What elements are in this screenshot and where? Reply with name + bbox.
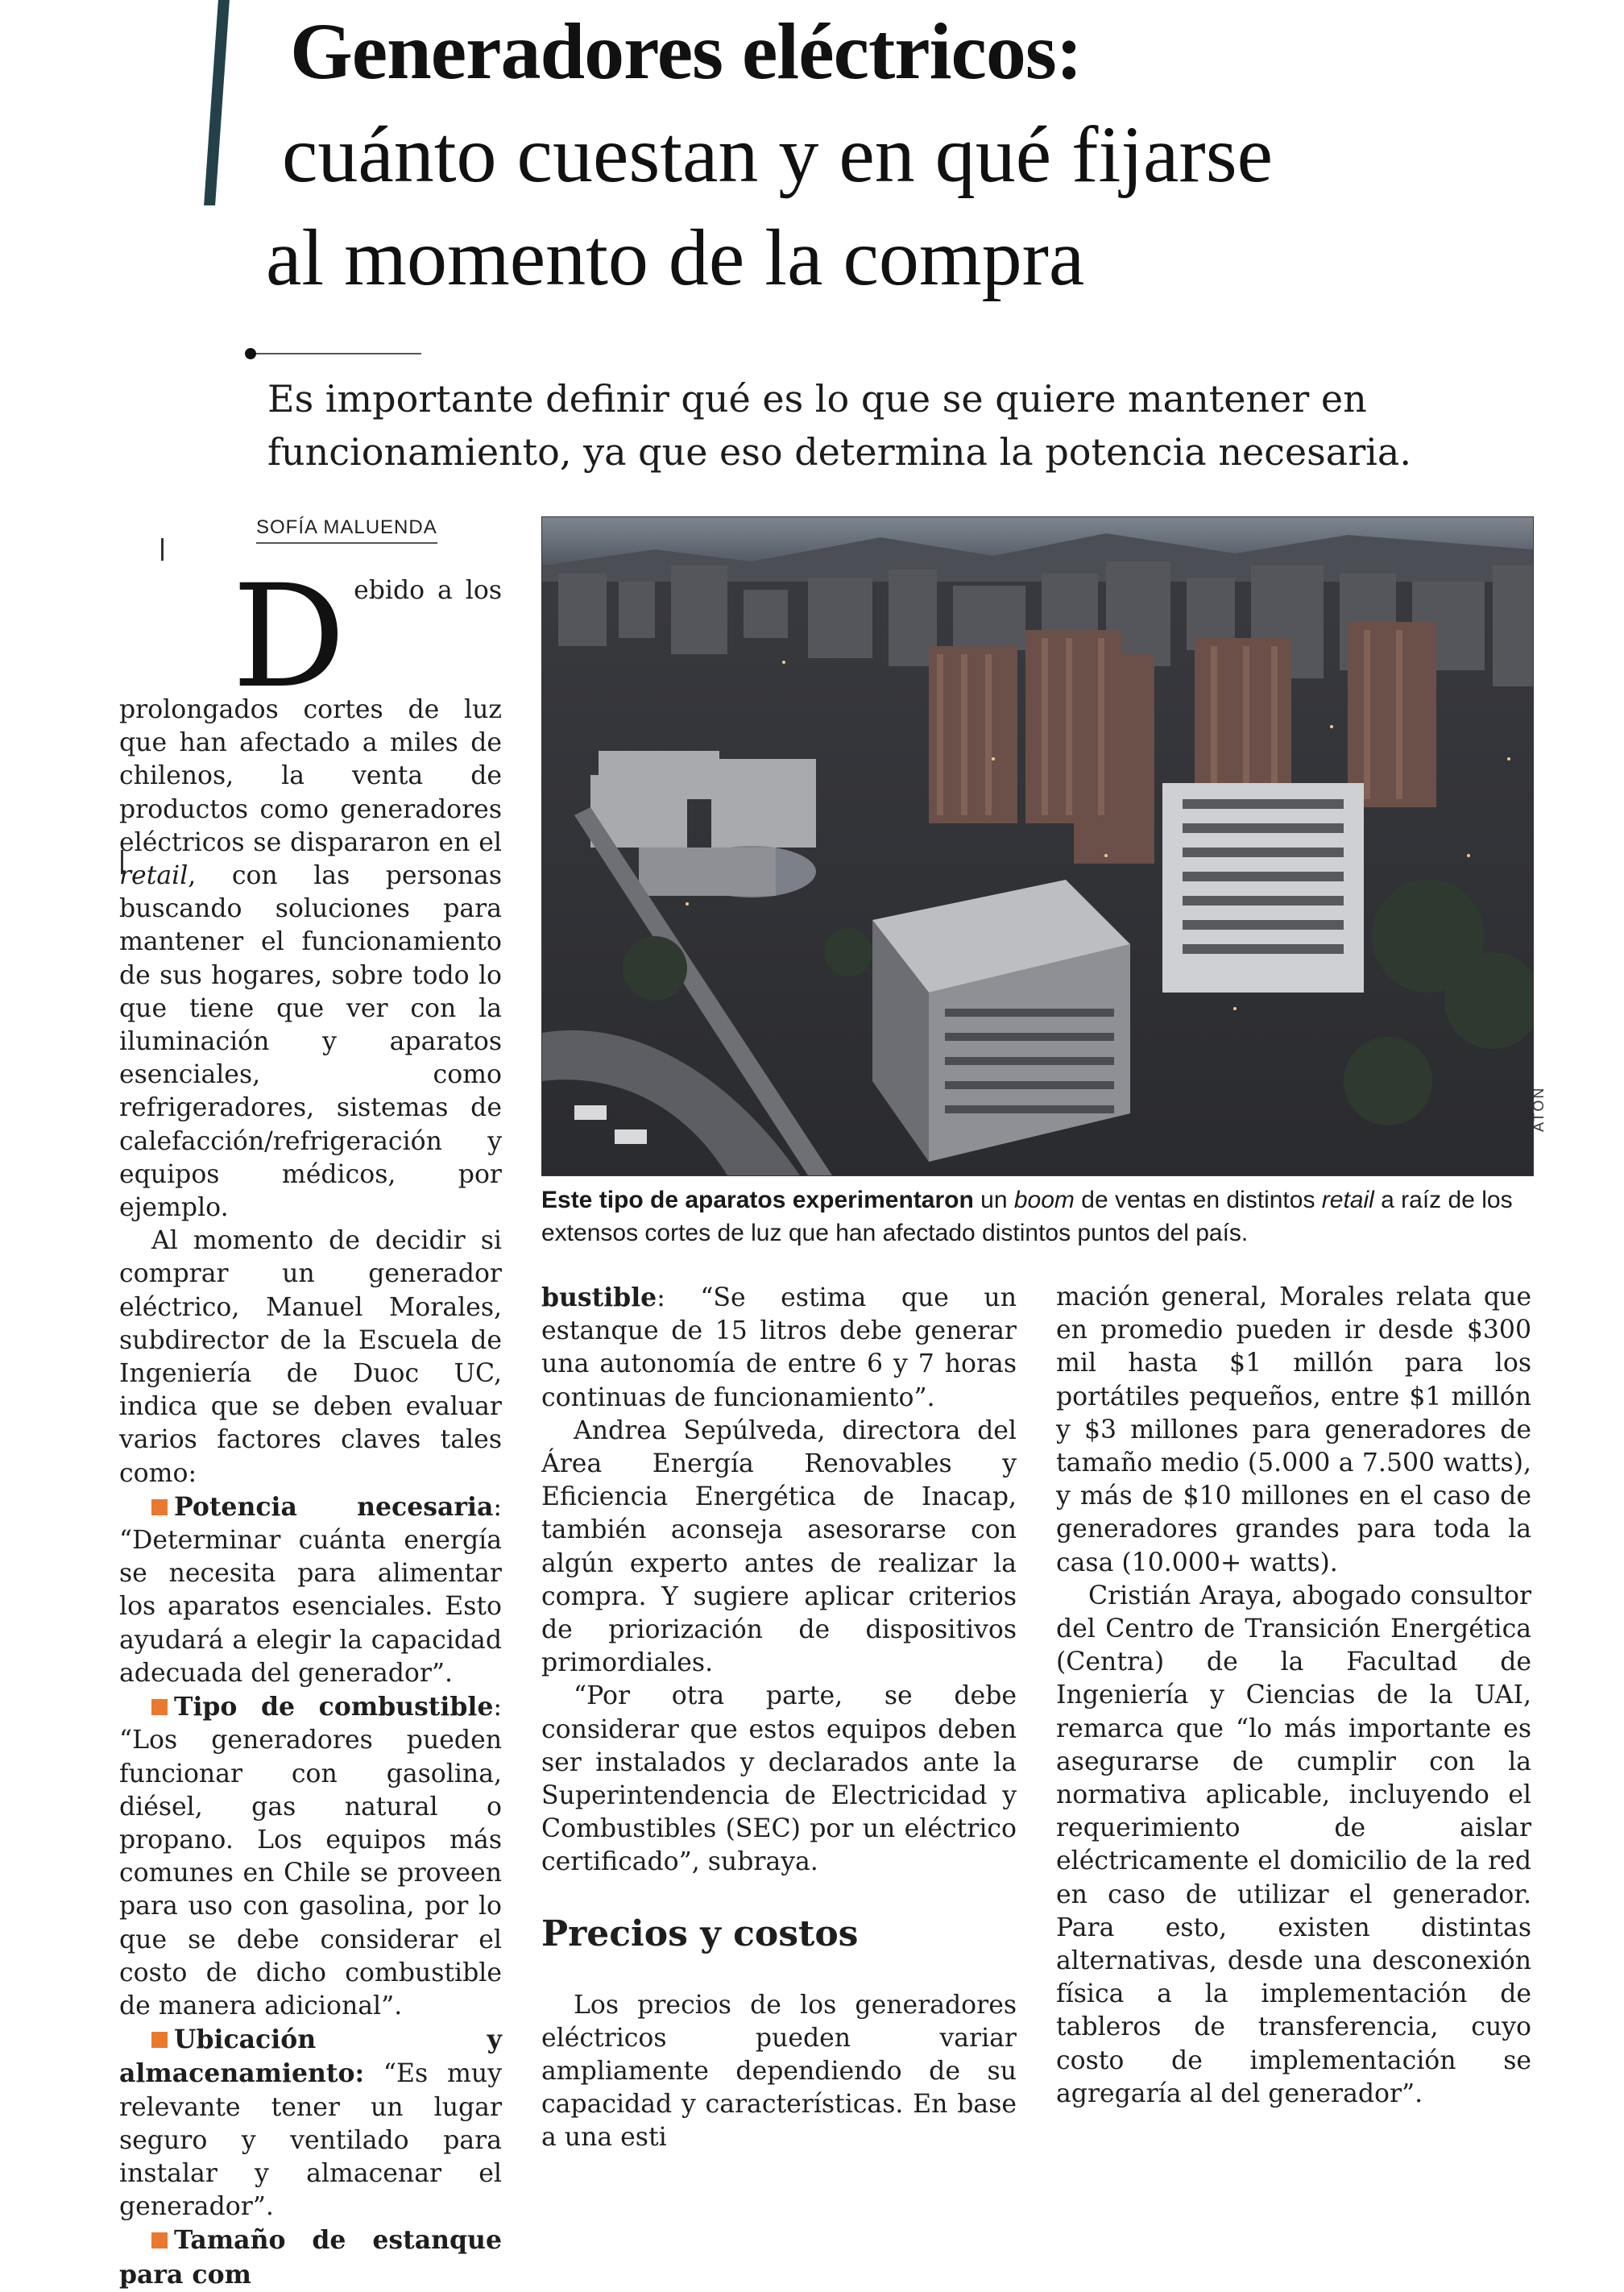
headline-line-1: Generadores eléctricos: [290, 6, 1083, 96]
paragraph: Los precios de los generadores eléctricos pueden variar ampliamente dependiendo de su capacidad y características. En base a una esti [541, 1990, 1017, 2153]
city-aerial-photo [541, 516, 1534, 1176]
factor-item [119, 2224, 502, 2291]
factor-text: : “Se estima que un estanque de 15 litros debe generar una autonomía de entre 6 y 7 horas continuas de funcionamiento”. [541, 1283, 1017, 1412]
factor-label: Potencia necesaria [174, 1491, 494, 1522]
factor-item [119, 2023, 502, 2224]
headline-accent-bar [204, 0, 230, 205]
byline: SOFÍA MALUENDA [256, 516, 437, 544]
subhead-bullet-icon [245, 348, 256, 359]
paragraph: Cristián Araya, abogado consultor del Centro de Transición Energética (Centra) de la Facultad de Ingeniería y Ciencias de la UAI, remarca que “lo más importante es asegurarse de cumplir con la normativa aplicable, incluyendo el requerimiento de aislar eléctricamente el domicilio de la red en caso de utilizar el generador. Para esto, existen distintas alternativas, desde una desconexión física a la implementación de tableros de transferencia, cuyo costo de implementación se agregaría al del generador”. [1056, 1581, 1531, 2108]
subhead-rule [248, 353, 421, 354]
paragraph: mación general, Morales relata que en promedio pueden ir desde $300 mil hasta $1 millón para los portátiles pequeños, entre $1 millón y $3 millones para generadores de tamaño medio (5.000 a 7.500 watts), y más de $10 millones en el caso de generadores grandes para toda la casa (10.000+ watts). [1056, 1283, 1531, 1577]
orange-square-bullet-icon [151, 2232, 168, 2248]
article-column-1 [119, 554, 502, 2292]
factor-label: Tamaño de estanque para com [119, 2225, 502, 2290]
factor-text: : “Los generadores pueden funcionar con gasolina, diésel, gas natural o propano. Los equipos más comunes en Chile se proveen para uso con gasolina, por lo que se debe considerar el costo de dicho combustible de manera adicional”. [119, 1693, 502, 2021]
caption-emphasis: retail [1321, 1187, 1374, 1213]
factor-item [119, 1490, 502, 1690]
factor-label: Ubicación y almacenamiento: [119, 2025, 502, 2089]
factor-label-continued: bustible [541, 1283, 657, 1312]
caption-text: un [973, 1187, 1014, 1213]
drop-cap: D [232, 554, 346, 719]
subheadline: Es importante definir qué es lo que se quiere mantener en funcionamiento, ya que eso determina la potencia necesaria. [267, 377, 1411, 474]
article-column-3 [1056, 1281, 1531, 2111]
factor-item [119, 1690, 502, 2023]
intro-paragraph-1-end: , con las personas buscando soluciones para mantener el funcionamiento de sus hogares, sobre todo lo que tiene que ver con la iluminación y aparatos esenciales, como refrigeradores, sistemas de calefacción/refrigeración y equipos médicos, por ejemplo. [119, 861, 502, 1223]
orange-square-bullet-icon [151, 1499, 168, 1515]
caption-text: a raíz de los extensos cortes de luz que han afectado distintos puntos del país. [541, 1187, 1513, 1246]
caption-lead: Este tipo de aparatos experimentaron [541, 1187, 974, 1213]
city-aerial-illustration [542, 517, 1533, 1175]
orange-square-bullet-icon [151, 2032, 168, 2048]
headline-line-2: cuánto cuestan y en qué fijarse [282, 110, 1274, 199]
headline [266, 0, 1587, 309]
photo-credit: ATON [1531, 1086, 1547, 1132]
intro-paragraph-1: ebido a los prolongados cortes de luz que han afectado a miles de chilenos, la venta de productos como generadores eléctricos se dispararon en el [119, 576, 502, 857]
margin-mark [161, 538, 164, 561]
caption-text: de ventas en distintos [1074, 1187, 1322, 1213]
photo-caption [541, 1183, 1540, 1250]
headline-line-3: al momento de la compra [266, 213, 1085, 302]
factor-text: “Es muy relevante tener un lugar seguro y ventilado para instalar y almacenar el generador”. [119, 2059, 502, 2222]
intro-paragraph-2: Al momento de decidir si comprar un generador eléctrico, Manuel Morales, subdirector de la Escuela de Ingeniería de Duoc UC, indica que se deben evaluar varios factores claves tales como: [119, 1226, 502, 1488]
caption-emphasis: boom [1013, 1187, 1075, 1213]
paragraph: Andrea Sepúlveda, directora del Área Energía Renovables y Eficiencia Energética de Inacap, también aconseja asesorarse con algún experto antes de realizar la compra. Y sugiere aplicar criterios de priorización de dispositivos primordiales. [541, 1415, 1017, 1678]
article-column-2 [541, 1281, 1017, 2155]
factor-label: Tipo de combustible [174, 1692, 494, 1722]
factor-text: : “Determinar cuánta energía se necesita para alimentar los aparatos esenciales. Esto ayudará a elegir la capacidad adecuada del generador”. [119, 1492, 502, 1688]
paragraph: “Por otra parte, se debe considerar que estos equipos deben ser instalados y declarados ante la Superintendencia de Electricidad y Combustibles (SEC) por un eléctrico certificado”, subraya. [541, 1681, 1017, 1877]
orange-square-bullet-icon [151, 1699, 168, 1715]
section-heading: Precios y costos [541, 1913, 859, 1954]
retail-emphasis: retail [119, 861, 188, 891]
